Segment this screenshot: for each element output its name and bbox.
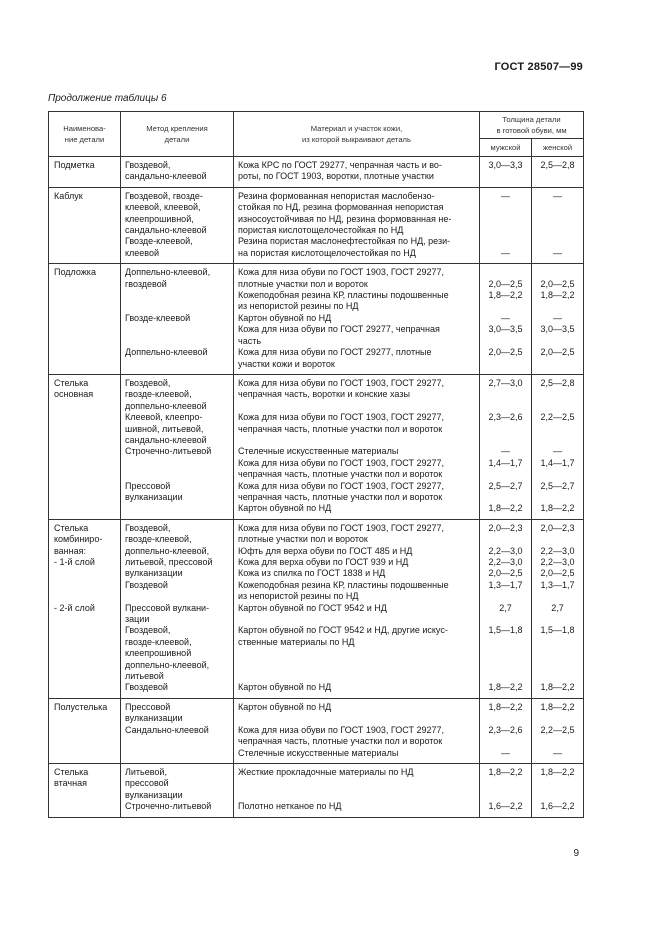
cell-line: втачная [54,778,87,789]
cell-line: литьевой [125,671,164,682]
cell-line: роты, по ГОСТ 1903, воротки, плотные участки [238,171,434,182]
cell-thickness-female [532,264,584,375]
cell-line [482,671,529,682]
cell-line: Полустелька [54,701,108,712]
table-row [49,519,584,698]
cell-line [125,736,229,747]
cell-line: шивной, литьевой, [125,423,204,434]
cell-thickness-male [480,763,532,817]
cell-line: Кожа для низа обуви по ГОСТ 1903, ГОСТ 29277, [238,522,445,533]
cell-line: 2,0—2,5 [540,278,575,289]
cell-line [482,336,529,347]
cell-line: гвоздe-клеевой, [125,534,192,545]
cell-line [534,225,581,236]
cell-attach-method [121,157,234,188]
cell-line [534,389,581,400]
cell-line: Метод крепления [146,123,208,133]
cell-thickness-female [532,519,584,698]
cell-line: из которой выкраивают деталь [302,134,411,144]
cell-line: 2,0—2,3 [488,522,523,533]
cell-line: Гвоздевой, [125,160,171,170]
cell-line: — [553,190,562,201]
cell-line: 2,7 [499,602,512,613]
cell-line: Кожа для верха обуви по ГОСТ 939 и НД [238,557,409,567]
cell-line: Кожа для низа обуви по ГОСТ 1903, ГОСТ 29277, [238,412,445,423]
cell-line: чепрачная часть, плотные участки пол и вороток [238,491,443,502]
cell-thickness-male [480,698,532,763]
cell-line: — [553,247,562,258]
cell-line: гвоздe-клеевой, [125,636,192,647]
cell-line: Доппельно-клеевой, [125,267,211,278]
cell-line: Прессовой вулкани- [125,602,210,613]
cell-line [125,748,229,759]
cell-line: Кожеподобная резина КР, пластины подошвенные [238,290,449,301]
cell-line [534,401,581,412]
cell-material [234,763,480,817]
cell-line: Гвоздевой, [125,522,171,533]
cell-line: 2,5—2,7 [488,480,523,491]
cell-line: 2,0—2,5 [540,347,575,358]
cell-material [234,374,480,519]
cell-line [482,214,529,225]
table-row [49,157,584,188]
cell-line [238,435,475,446]
cell-line: 2,5—2,7 [540,480,575,491]
cell-line: Картон обувной по ГОСТ 9542 и НД, другие искус- [238,625,448,636]
cell-line: Кожа КРС по ГОСТ 29277, чепрачная часть и во- [238,160,442,170]
cell-line: Подметка [54,160,95,170]
cell-line [238,401,475,412]
table-row [49,698,584,763]
cell-line: вулканизации [125,491,183,502]
cell-line: Кожа для низа обуви по ГОСТ 1903, ГОСТ 29277, [238,480,445,491]
cell-line: Кожа для низа обуви по ГОСТ 1903, ГОСТ 29277, [238,377,445,388]
cell-line: - 2-й слой [54,602,95,613]
cell-line [482,435,529,446]
table-body [49,157,584,818]
cell-line: 2,5—2,8 [540,377,575,388]
cell-line: основная [54,389,94,400]
table-row [49,264,584,375]
cell-line: Строчечно-литьевой [125,446,212,457]
cell-line: 2,3—2,6 [488,724,523,735]
col-header-material [234,112,480,157]
cell-line: Толщина детали [502,115,561,124]
cell-line: клеепрошивной [125,648,192,659]
cell-line: Полотно нетканое по НД [238,801,342,812]
cell-line: Гвоздe-клеевой, [125,236,193,247]
cell-line: участки кожи и вороток [238,358,335,369]
cell-line: 2,2—2,5 [540,724,575,735]
cell-line [482,614,529,625]
cell-line [482,389,529,400]
cell-line: 2,7—3,0 [488,377,523,388]
cell-line: Стелька [54,377,89,388]
cell-line [534,435,581,446]
cell-line: — [501,747,510,758]
cell-line: 2,7 [551,602,564,613]
cell-line: ванная: [54,545,87,556]
cell-part-name [49,763,121,817]
table-row [49,374,584,519]
cell-line [482,225,529,236]
cell-line [534,713,581,724]
cell-line [534,267,581,278]
standard-number: ГОСТ 28507—99 [494,61,583,73]
cell-line: 1,8—2,2 [488,290,523,301]
cell-line [534,424,581,435]
cell-line: Строчечно-литьевой [125,801,212,812]
cell-line: Картон обувной по НД [238,312,332,323]
cell-line [534,359,581,370]
cell-line: из непористой резины по НД [238,591,359,602]
cell-line: 1,8—2,2 [540,290,575,301]
cell-line: Стелька [54,522,89,533]
cell-line [125,359,229,370]
cell-line: 2,2—2,5 [540,412,575,423]
cell-line [238,648,475,659]
cell-line: 1,8—2,2 [540,701,575,712]
cell-line [54,671,116,682]
cell-line: 2,0—2,5 [540,568,575,579]
cell-line [534,534,581,545]
cell-line [482,778,529,789]
cell-part-name [49,374,121,519]
cell-line [54,637,116,648]
cell-line: Юфть для верха обуви по ГОСТ 485 и НД [238,545,413,556]
cell-line: чепрачная часть, плотные участки пол и вороток [238,469,443,480]
cell-line: 1,8—2,2 [488,503,523,514]
cell-line: Прессовой [125,701,171,712]
cell-line: Стелечные искусственные материалы [238,747,399,758]
cell-part-name [49,264,121,375]
cell-line: 1,5—1,8 [540,625,575,636]
cell-line: 3,0—3,5 [488,324,523,335]
cell-line: — [501,190,510,201]
cell-line [125,336,229,347]
cell-line: сандально-клеевой [125,225,207,236]
cell-line: клеевой [125,247,160,258]
cell-line: — [553,747,562,758]
cell-line [534,591,581,602]
cell-line [238,614,475,625]
cell-line: комбиниро- [54,534,103,545]
cell-line: чепрачная часть, плотные участки пол и вороток [238,423,443,434]
cell-material [234,157,480,188]
cell-line: Жесткие прокладочные материалы по НД [238,766,414,777]
cell-line: 2,2—3,0 [540,557,575,567]
cell-line: сандально-клеевой [125,434,207,445]
cell-attach-method [121,763,234,817]
cell-line: Кожа для низа обуви по ГОСТ 1903, ГОСТ 29277, [238,457,445,468]
cell-line: — [553,312,562,323]
cell-line [534,202,581,213]
cell-line [125,301,229,312]
cell-attach-method [121,519,234,698]
cell-part-name [49,157,121,188]
cell-line [125,591,229,602]
cell-line: доппельно-клеевой [125,400,207,411]
cell-line: Кожеподобная резина КР, пластины подошвенные [238,579,449,590]
cell-line: Резина пористая маслонефтестойкая по НД, рези- [238,236,451,247]
cell-line: гвоздe-клеевой, [125,389,192,400]
cell-line: 1,6—2,2 [540,801,575,812]
cell-line: 2,2—3,0 [488,545,523,556]
cell-line [534,336,581,347]
cell-line: Литьевой, [125,766,167,777]
cell-line: Доппельно-клеевой [125,347,208,358]
cell-line [482,236,529,247]
cell-line: 1,4—1,7 [540,457,575,468]
cell-line: 1,8—2,2 [540,766,575,777]
cell-part-name [49,519,121,698]
cell-line: 2,0—2,5 [488,278,523,289]
cell-line: доппельно-клеевой, [125,545,210,556]
cell-thickness-male [480,187,532,263]
cell-line: 3,0—3,3 [488,160,523,170]
cell-line [482,660,529,671]
cell-line [482,424,529,435]
cell-thickness-female [532,157,584,188]
cell-thickness-female [532,763,584,817]
cell-material [234,264,480,375]
cell-line [534,671,581,682]
cell-line [125,290,229,301]
cell-line: Клеевой, клеепро- [125,412,203,423]
cell-attach-method [121,374,234,519]
cell-line [482,202,529,213]
cell-line [238,660,475,671]
cell-line [534,236,581,247]
cell-thickness-male [480,519,532,698]
cell-line [482,637,529,648]
cell-line: Сандально-клеевой [125,724,209,735]
col-header-thickness [480,112,584,139]
cell-line [54,648,116,659]
cell-line [482,359,529,370]
cell-line [125,324,229,335]
cell-line [534,660,581,671]
col-header-method [121,112,234,157]
cell-line [482,492,529,503]
cell-line: прессовой [125,778,169,789]
materials-table [48,111,584,818]
cell-line [534,614,581,625]
cell-line: чепрачная часть, воротки и конские хазы [238,389,410,400]
cell-line: литьевой, прессовой [125,557,213,567]
cell-line: 2,2—3,0 [488,557,523,567]
cell-line [125,458,229,469]
page-number: 9 [573,848,579,859]
cell-line: - 1-й слой [54,557,95,567]
cell-line: Кожа для низа обуви по ГОСТ 29277, чепрачная [238,324,440,335]
cell-line: — [501,247,510,258]
cell-thickness-female [532,698,584,763]
table-continuation-caption: Продолжение таблицы 6 [48,93,167,104]
cell-line: Гвоздевой [125,682,168,693]
cell-line: клеепрошивной, [125,213,194,224]
cell-line: на пористая кислотощелочестойкая по НД [238,247,416,258]
cell-material [234,519,480,698]
cell-line: Стелечные искусственные материалы [238,446,399,457]
cell-line: 2,2—3,0 [540,545,575,556]
cell-line: вулканизации [125,568,183,579]
cell-line: Картон обувной по НД [238,701,332,712]
cell-line: 1,8—2,2 [540,503,575,514]
cell-line [482,713,529,724]
cell-line: Каблук [54,190,83,201]
cell-line: Резина формованная непористая маслобензо- [238,190,435,201]
cell-part-name [49,187,121,263]
cell-line: стойкая по НД, резина формованная непористая [238,202,444,213]
cell-line: Подложка [54,267,96,278]
cell-attach-method [121,187,234,263]
cell-line: Картон обувной по ГОСТ 9542 и НД [238,602,387,613]
cell-line: Кожа для низа обуви по ГОСТ 29277, плотные [238,347,432,358]
col-header-name [49,112,121,157]
cell-line: детали [164,134,190,144]
cell-line: Гвоздевой, [125,625,171,636]
cell-line: клеевой, клеевой, [125,202,201,213]
cell-line [238,713,475,724]
cell-line: Гвоздевой, гвоздe- [125,190,203,201]
cell-line: 1,4—1,7 [488,457,523,468]
cell-material [234,187,480,263]
cell-line: 2,0—2,5 [488,568,523,579]
cell-line: 1,3—1,7 [540,579,575,590]
cell-line: часть [238,335,262,346]
cell-line [482,401,529,412]
cell-line [238,790,475,801]
table-row [49,763,584,817]
cell-line: вулканизации [125,713,183,724]
cell-line: — [553,446,562,457]
cell-line [482,267,529,278]
cell-line [482,790,529,801]
cell-line: Стелька [54,766,89,777]
cell-thickness-male [480,157,532,188]
cell-line: 1,8—2,2 [488,701,523,712]
cell-line: 1,8—2,2 [540,682,575,693]
cell-line: Картон обувной по НД [238,682,332,693]
cell-line: доппельно-клеевой, [125,659,210,670]
cell-line: 3,0—3,5 [540,324,575,335]
cell-line: 2,3—2,6 [488,412,523,423]
cell-line: Кожа для низа обуви по ГОСТ 1903, ГОСТ 29277, [238,267,445,278]
cell-line [482,469,529,480]
cell-line [482,534,529,545]
cell-line [125,469,229,480]
cell-line [534,648,581,659]
cell-line: износоустойчивая по НД, резина формованная не- [238,213,452,224]
cell-part-name [49,698,121,763]
cell-line: 2,0—2,5 [488,347,523,358]
cell-line: 2,5—2,8 [540,160,575,170]
cell-line [54,625,116,636]
cell-line: 1,8—2,2 [488,682,523,693]
cell-line [238,778,475,789]
cell-line [54,660,116,671]
cell-attach-method [121,698,234,763]
cell-line [534,301,581,312]
cell-line: — [501,312,510,323]
cell-line: вулканизации [125,789,183,800]
cell-line: гвоздевой [125,278,167,289]
cell-line: — [501,446,510,457]
cell-line [54,568,116,579]
cell-thickness-female [532,187,584,263]
cell-line [54,580,116,591]
cell-line [534,469,581,480]
cell-line: 1,5—1,8 [488,625,523,636]
cell-line: Картон обувной по НД [238,503,332,514]
cell-line: Гвоздe-клеевой [125,312,191,323]
cell-material [234,698,480,763]
table-row [49,187,584,263]
cell-line [534,790,581,801]
cell-line: плотные участки пол и вороток [238,534,368,545]
cell-attach-method [121,264,234,375]
cell-line: 1,8—2,2 [488,766,523,777]
cell-line: зации [125,614,150,625]
cell-line: в готовой обуви, мм [496,126,567,135]
cell-line [534,778,581,789]
cell-line [534,637,581,648]
cell-line: из непористой резины по НД [238,301,359,312]
cell-line: 2,0—2,3 [540,522,575,533]
cell-line: Материал и участок кожи, [310,123,403,133]
cell-thickness-male [480,264,532,375]
cell-line: 1,6—2,2 [488,801,523,812]
cell-line: чепрачная часть, плотные участки пол и вороток [238,736,443,747]
cell-line [482,301,529,312]
cell-line [54,591,116,602]
cell-line [482,736,529,747]
cell-line: плотные участки пол и вороток [238,278,368,289]
cell-line [54,614,116,625]
cell-line [482,648,529,659]
cell-line: ственные материалы по НД [238,636,355,647]
cell-line [534,736,581,747]
cell-line: Кожа из спилка по ГОСТ 1838 и НД [238,568,386,579]
cell-line [125,503,229,514]
cell-thickness-male [480,374,532,519]
cell-line [534,492,581,503]
cell-thickness-female [532,374,584,519]
cell-line: Гвоздевой, [125,377,171,388]
col-header-female: женской [532,139,584,157]
cell-line [482,591,529,602]
cell-line: пористая кислотощелочестойкая по НД [238,225,404,236]
cell-line: сандально-клеевой [125,171,207,182]
cell-line: Кожа для низа обуви по ГОСТ 1903, ГОСТ 29277, [238,724,445,735]
col-header-male: мужской [480,139,532,157]
cell-line: 1,3—1,7 [488,579,523,590]
cell-line [238,671,475,682]
cell-line: ние детали [64,134,105,144]
cell-line: Наименова- [63,123,106,133]
cell-line: Гвоздевой [125,579,168,590]
cell-line [534,214,581,225]
cell-line: Прессовой [125,480,171,491]
